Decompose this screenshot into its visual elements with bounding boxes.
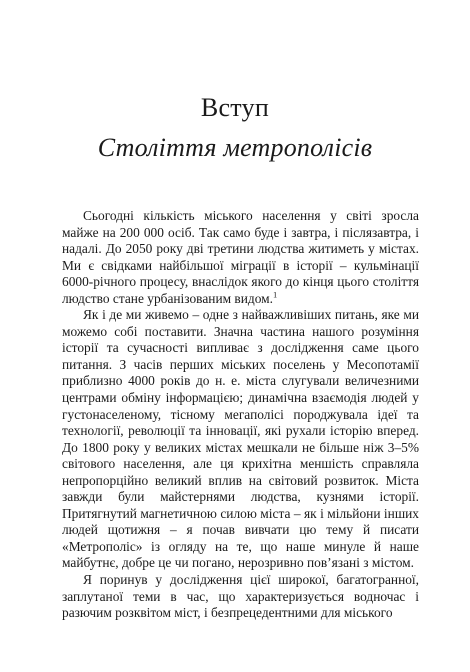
paragraph-3-text: Я поринув у дослідження цієї широкої, багатогранної, заплутаної теми в час, що характеризується водночас і разючим розквітом міст, і безпрецедентними для міського xyxy=(62,572,419,621)
paragraph-2 xyxy=(62,307,419,572)
body-text xyxy=(62,208,419,622)
chapter-subtitle: Століття метрополісів xyxy=(97,133,373,162)
chapter-title: Вступ xyxy=(200,93,270,122)
footnote-marker[interactable]: 1 xyxy=(273,289,278,300)
paragraph-2-text: Як і де ми живемо – одне з найважливіших питань, яке ми можемо собі поставити. Значна частина нашого розуміння історії та сучасності випливає з дослідження саме цього питання. З часів перших міських поселень у Месопотамії приблизно 4000 років до н. е. міста слугували величезними центрами обміну інформацією; динамічна взаємодія людей у густонаселеному, тісному мегаполісі породжувала ідеї та технології, революції та інновації, які рухали історію вперед. До 1800 року у великих містах мешкали не більше ніж 3–5% світового населення, але ця крихітна меншість справляла непропорційно великий вплив на світовий розвиток. Міста завжди були майстернями людства, кузнями історії. Притягнутий магнетичною силою міста – як і мільйони інших людей щотижня – я почав вивчати цю тему й писати «Метрополіс» із огляду на те, що наше минуле й наше майбутнє, добре це чи погано, нерозривно пов’язані з містом. xyxy=(62,307,419,571)
paragraph-3 xyxy=(62,572,419,622)
paragraph-1 xyxy=(62,208,419,307)
paragraph-1-text: Сьогодні кількість міського населення у світі зросла майже на 200 000 осіб. Так само буде і завтра, і післязавтра, і надалі. До 2050 року дві третини людства житиметь у містах. Ми є свідками найбільшої міграції в історії – кульмінації 6000-річного процесу, внаслідок якого до кінця цього століття людство стане урбанізованим видом. xyxy=(62,208,419,306)
